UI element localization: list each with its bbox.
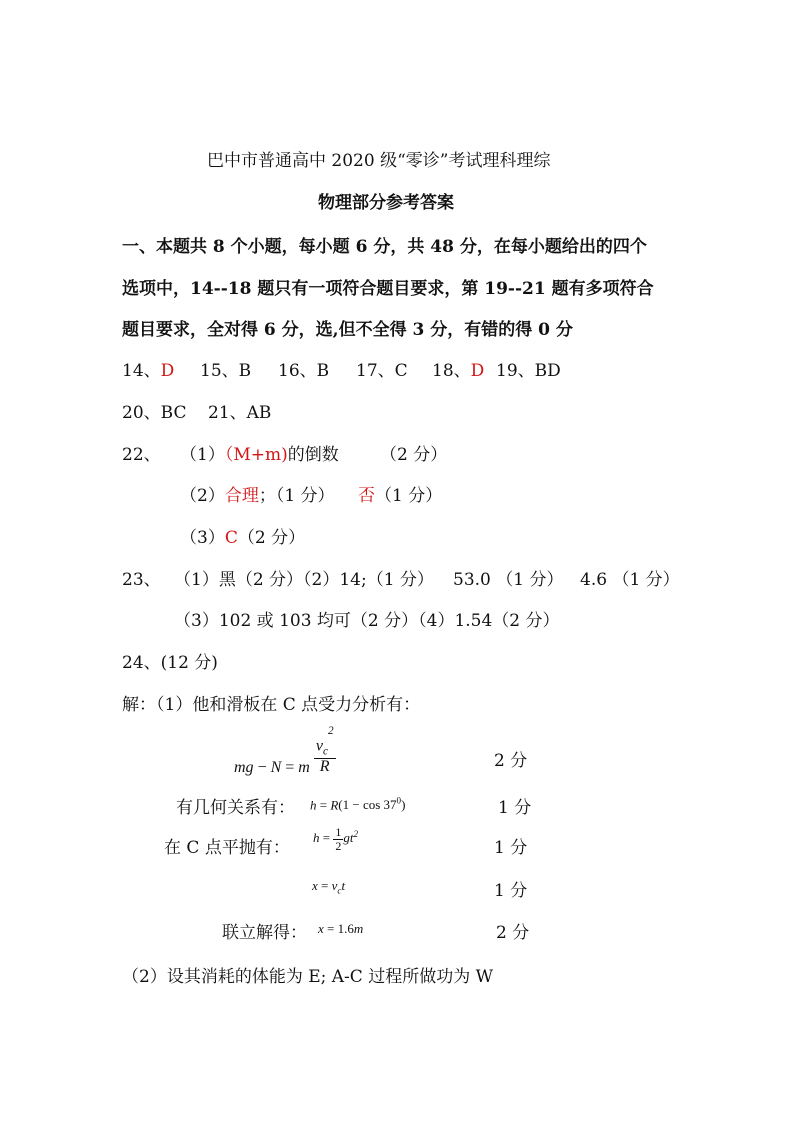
q24-intro: 解：（1）他和滑板在 C 点受力分析有：: [122, 695, 421, 715]
equation-result: x = 1.6m: [318, 921, 364, 936]
q23-line1-b: 53.0 （1 分）: [453, 570, 564, 590]
section1-line3: 题目要求，全对得 6 分，选,但不全得 3 分，有错的得 0 分: [122, 320, 573, 340]
equation-geometry: $h = R(1 - \cos 37^0)$: [310, 796, 406, 813]
answer-17: 17、C: [356, 361, 408, 381]
q22-number: 22、: [122, 445, 161, 465]
q22-part1-score: （2 分）: [380, 445, 448, 465]
eq4-score: 1 分: [494, 881, 528, 901]
q22-part2-b: 否（1 分）: [358, 486, 443, 506]
answer-14: 14、D: [122, 361, 175, 381]
section1-line1: 一、本题共 8 个小题，每小题 6 分，共 48 分，在每小题给出的四个: [122, 237, 647, 257]
geometry-label: 有几何关系有：: [176, 798, 295, 818]
solve-label: 联立解得：: [222, 923, 307, 943]
q23-line2: （3）102 或 103 均可（2 分）（4）1.54（2 分）: [174, 611, 560, 631]
answer-15: 15、B: [200, 361, 252, 381]
q23-line1-c: 4.6 （1 分）: [580, 570, 680, 590]
page-subtitle: 物理部分参考答案: [318, 193, 454, 213]
q24-part2: （2）设其消耗的体能为 E; A-C 过程所做功为 W: [122, 967, 494, 987]
equation-fall-height: h = $\frac{1}{2}$ $gt^2$: [313, 825, 359, 853]
answer-20: 20、BC: [122, 403, 187, 423]
throw-label: 在 C 点平抛有：: [164, 838, 290, 858]
answer-18: 18、D: [432, 361, 485, 381]
page-title: 巴中市普通高中 2020 级“零诊”考试理科理综: [207, 151, 551, 171]
section1-line2: 选项中，14--18 题只有一项符合题目要求，第 19--21 题有多项符合: [122, 279, 654, 299]
eq2-score: 1 分: [498, 798, 532, 818]
q23-line1-a: （1）黑（2 分）（2）14;（1 分）: [174, 570, 434, 590]
equation-horizontal-distance: $x = v_ct$: [312, 878, 346, 896]
q23-number: 23、: [122, 570, 161, 590]
answer-19: 19、BD: [496, 361, 561, 381]
eq3-score: 1 分: [494, 838, 528, 858]
answer-21: 21、AB: [208, 403, 272, 423]
equation-centripetal: mg − N = m $\frac{v_c^2}{R}$: [234, 725, 334, 776]
eq5-score: 2 分: [496, 923, 530, 943]
q22-part2: （2）合理；（1 分）: [180, 486, 335, 506]
q24-title: 24、(12 分): [122, 653, 218, 673]
q22-part3: （3）C（2 分）: [180, 528, 306, 548]
eq1-score: 2 分: [494, 751, 528, 771]
q22-part1: （1）（M+m)的倒数: [180, 445, 339, 465]
answer-16: 16、B: [278, 361, 330, 381]
